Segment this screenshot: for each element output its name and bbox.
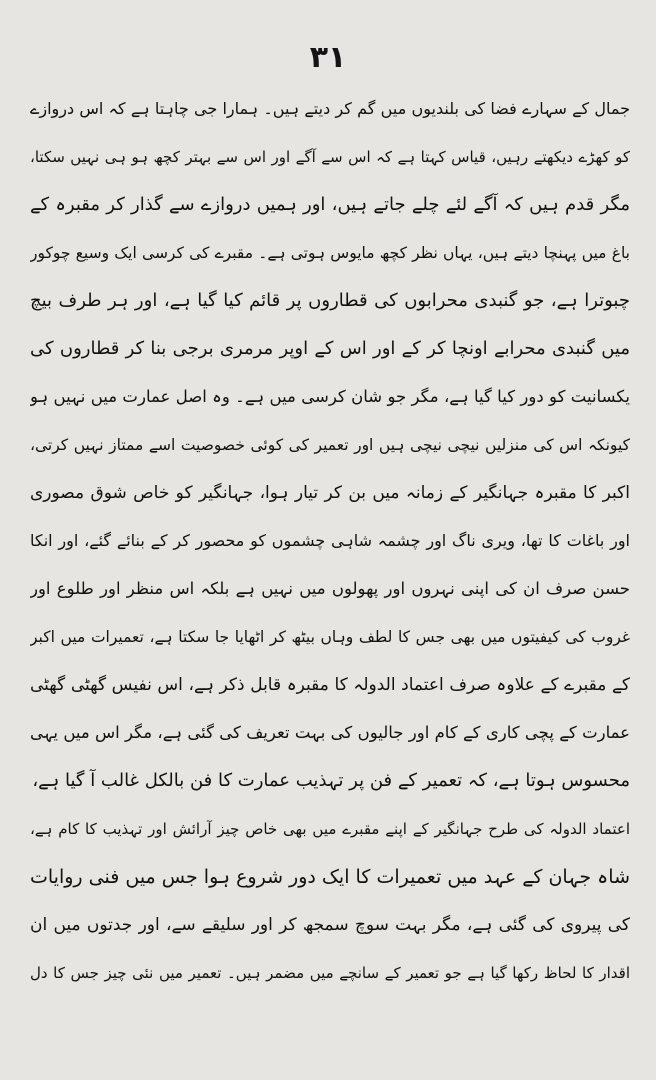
text-line: حسن صرف ان کی اپنی نہروں اور پھولوں میں نہیں ہے بلکہ اس منظر اور طلوع اور — [30, 579, 630, 598]
text-line: جمال کے سہارے فضا کی بلندیوں میں گم کر دیتے ہیں۔ ہمارا جی چاہتا ہے کہ اس دروازے — [30, 99, 630, 118]
text-line: اقدار کا لحاظ رکھا گیا ہے جو تعمیر کے سانچے میں مضمر ہیں۔ تعمیر میں نئی چیز جس کا دل — [30, 964, 630, 982]
text-line: میں گنبدی محرابے اونچا کر کے اور اس کے اوپر مرمری برجی بنا کر قطاروں کی — [30, 338, 630, 359]
text-line: اکبر کا مقبرہ جہانگیر کے زمانہ میں بن کر تیار ہوا، جہانگیر کو خاص شوق مصوری — [30, 483, 630, 503]
text-line: کی پیروی کی گئی ہے، مگر بہت سوچ سمجھ کر اور سلیقے سے، اور جدتوں میں ان — [30, 915, 630, 935]
text-line: مگر قدم ہیں کہ آگے لئے چلے جاتے ہیں، اور ہمیں دروازے سے گذار کر مقبرہ کے — [30, 194, 630, 215]
page-body-text — [30, 85, 630, 997]
text-line: کے مقبرے کے علاوہ صرف اعتماد الدولہ کا مقبرہ قابل ذکر ہے، اس نفیس گھٹی گھٹی — [30, 675, 630, 695]
text-line: غروب کی کیفیتوں میں بھی جس کا لطف وہاں بیٹھ کر اٹھایا جا سکتا ہے، تعمیرات میں اکبر — [30, 628, 630, 646]
text-line: اعتماد الدولہ کی طرح جہانگیر کے اپنے مقبرے میں بھی خاص چیز آرائش اور تہذیب کا کام ہے، — [30, 820, 630, 838]
text-line: شاہ جہان کے عہد میں تعمیرات کا ایک دور شروع ہوا جس میں فنی روایات — [30, 866, 630, 888]
text-line: باغ میں پہنچا دیتے ہیں، یہاں نظر کچھ مایوس ہوتی ہے۔ مقبرے کی کرسی ایک وسیع چوکور — [30, 244, 630, 262]
text-line: کیونکہ اس کی منزلیں نیچی نیچی ہیں اور تعمیر کی کوئی خصوصیت اسے ممتاز نہیں کرتی، — [30, 436, 630, 454]
text-line: کو کھڑے دیکھتے رہیں، قیاس کہتا ہے کہ اس سے آگے اور اس سے بہتر کچھ ہو ہی نہیں سکتا، — [30, 148, 630, 166]
text-line: یکسانیت کو دور کیا گیا ہے، مگر جو شان کرسی میں ہے۔ وہ اصل عمارت میں نہیں ہو — [30, 387, 630, 406]
text-line: چبوترا ہے، جو گنبدی محرابوں کی قطاروں پر قائم کیا گیا ہے، اور ہر طرف بیچ — [30, 290, 630, 311]
text-line: اور باغات کا تھا، ویری ناگ اور چشمہ شاہی چشموں کو محصور کر کے بنائے گئے، اور انکا — [30, 531, 630, 550]
text-line: عمارت کے پچی کاری کے کام اور جالیوں کی بہت تعریف کی گئی ہے، مگر اس میں یہی — [30, 723, 630, 742]
text-line: محسوس ہوتا ہے، کہ تعمیر کے فن پر تہذیب عمارت کا فن بالکل غالب آ گیا ہے، — [32, 770, 630, 791]
page-number: ۳۱ — [309, 40, 347, 75]
